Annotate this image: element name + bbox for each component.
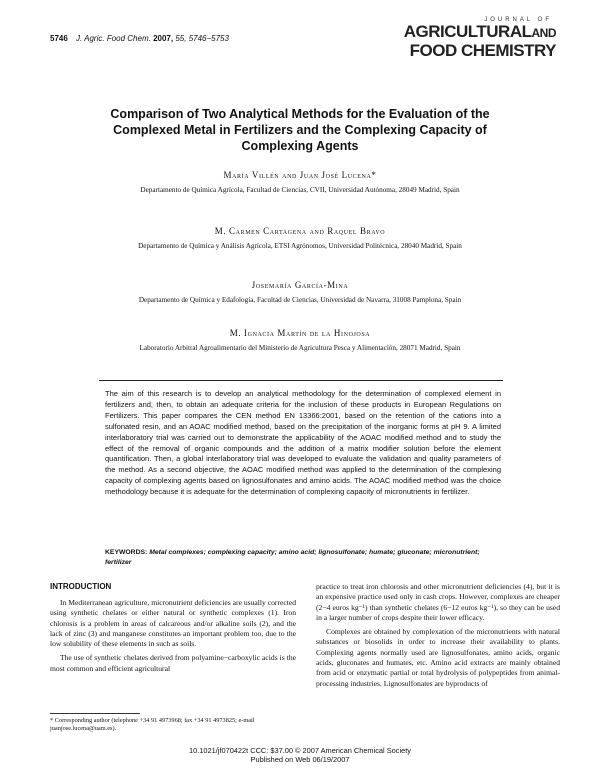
affiliation-4: Laboratorio Arbitral Agroalimentario del Ministerio de Agricultura Pesca y Alimentación, 28071 Madrid, Spain bbox=[139, 344, 461, 352]
intro-paragraph-2: The use of synthetic chelates derived from polyamine−carboxylic acids is the most common and efficient agricultural bbox=[50, 653, 296, 673]
logo-line-2: FOOD CHEMISTRY bbox=[409, 41, 556, 60]
logo-line-1: AGRICULTURALAND bbox=[403, 22, 556, 41]
affiliation-2: Departamento de Química y Análisis Agrícola, ETSI Agrónomos, Universidad Politécnica, 28040 Madrid, Spain bbox=[138, 242, 462, 250]
paper-title: Comparison of Two Analytical Methods for the Evaluation of the Complexed Metal in Fertilizers and the Complexing Capacity of Complexing Agents bbox=[110, 107, 490, 153]
intro-paragraph-3: practice to treat iron chlorosis and other micronutrient deficiencies (4), but it is an expensive practice used only in cash crops. However, complexes are cheaper (2−4 euros kg⁻¹) than synthetic chelates (6−12 euros kg⁻¹), so they can be used in a larger number of crops despite their lower efficacy. bbox=[316, 582, 560, 622]
intro-paragraph-4: Complexes are obtained by complexation of the micronutrients with natural substances or biosolids in order to increase their availability to plants. Complexing agents normally used are lignosulfonates, amino acids, organic acids, gluconates and humates, etc. Amino acid extracts are mainly obtained from acid or enzymatic partial or total hydrolysis of polypeptides from animal-processing industries. Lignosulfonates are byproducts of bbox=[316, 627, 560, 688]
affiliation-3: Departamento de Química y Edafología, Facultad de Ciencias, Universidad de Navarra, 31008 Pamplona, Spain bbox=[138, 296, 462, 304]
logo-journal-of: JOURNAL OF bbox=[484, 17, 552, 23]
journal-abbrev: J. Agric. Food Chem. bbox=[76, 34, 151, 43]
doi-line: 10.1021/jf070422t CCC: $37.00 © 2007 American Chemical Society bbox=[189, 746, 411, 755]
footnote-rule bbox=[50, 713, 140, 714]
column-right bbox=[316, 582, 560, 689]
volume-pages: 55, 5746−5753 bbox=[175, 34, 229, 43]
affiliation-1: Departamento de Química Agrícola, Facultad de Ciencias, CVII, Universidad Autónoma, 28049 Madrid, Spain bbox=[140, 186, 460, 194]
intro-paragraph-1: In Mediterranean agriculture, micronutrient deficiencies are usually corrected using synthetic chelates or either natural or synthetic complexes (1). Iron chlorosis is a problem in areas of calcareous and/or alkaline soils (2), and the lack of zinc (3) and manganese constitutes an important problem too, due to the low solubility of these elements in such as soils. bbox=[50, 598, 296, 649]
journal-year: 2007, bbox=[153, 34, 174, 43]
page-number: 5746 bbox=[50, 34, 68, 43]
author-line-3: Josemaría García-Mina bbox=[251, 280, 349, 290]
journal-citation bbox=[76, 34, 229, 43]
keywords bbox=[105, 548, 501, 567]
doi-footer bbox=[100, 746, 500, 764]
journal-logo bbox=[396, 17, 556, 59]
published-line: Published on Web 06/19/2007 bbox=[250, 755, 350, 764]
keywords-label: KEYWORDS: bbox=[105, 549, 148, 556]
abstract: The aim of this research is to develop an analytical methodology for the determination of complexed element in fertilizers and, then, to obtain an adequate criteria for the inclusion of these products in European Regulations on Fertilizers. This paper compares the CEN method EN 13366:2001, based on the retention of the cations into a sulfonated resin, and an AOAC modified method, based on the precipitation of the inorganic forms at pH 9. A limited interlaboratory trial was carried out to demonstrate the applicability of the AOAC modified method and to study the effect of the removal of organic compounds and the addition of a matrix modifier solution before the element quantification. Then, a global interlaboratory trial was developed to evaluate the validation and quality parameters of the method. As a second objective, the AOAC modified method was applied to the determination of the complexing capacity of complexing agents based on lignosulfonates and amino acids. The AOAC modified method was the choice methodology because it is adequate for the determination of complexing capacity of micronutrients in fertilizer. bbox=[105, 389, 501, 497]
author-line-4: M. Ignacia Martín de la Hinojosa bbox=[229, 328, 371, 338]
keywords-list: Metal complexes; complexing capacity; amino acid; lignosulfonate; humate; gluconate; micronutrient; fertilizer bbox=[105, 549, 480, 566]
author-line-2: M. Carmen Cartagena and Raquel Bravo bbox=[214, 226, 386, 236]
section-heading-introduction: INTRODUCTION bbox=[50, 582, 112, 591]
column-left bbox=[50, 598, 296, 674]
corresponding-author-footnote: * Corresponding author (telephone +34 91 4973968; fax +34 91 4973825; e-mail juanjose.lucena@uam.es). bbox=[50, 717, 255, 733]
author-line-1: María Villén and Juan José Lucena* bbox=[223, 170, 377, 180]
